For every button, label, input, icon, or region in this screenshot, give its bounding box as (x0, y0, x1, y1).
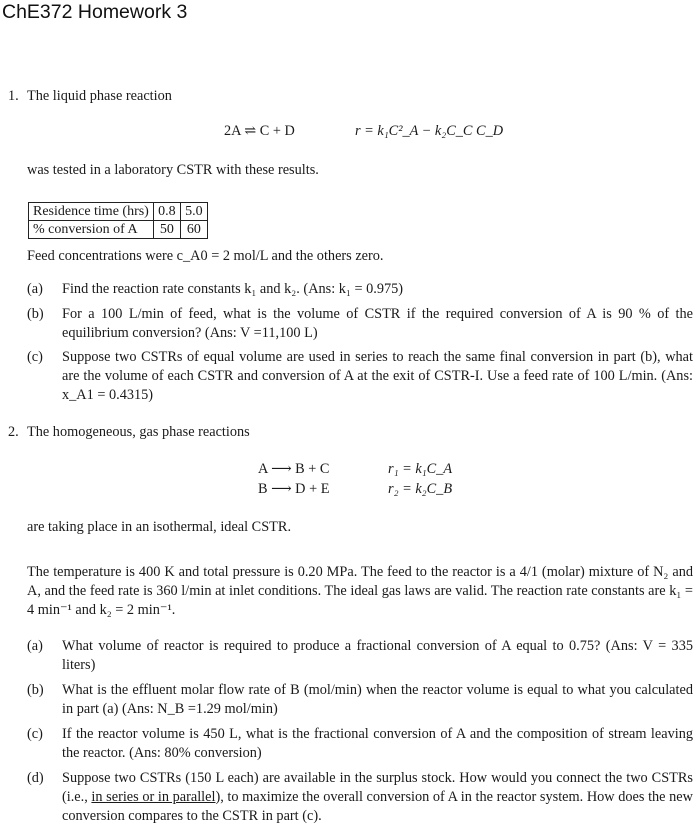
problem-2-part-c (27, 725, 693, 763)
table-cell-value: 50 (153, 221, 180, 239)
results-table (28, 202, 208, 239)
part-marker: (c) (27, 726, 43, 742)
problem-2-part-d (27, 769, 693, 826)
part-text: For a 100 L/min of feed, what is the volume of CSTR if the required conversion of A is 90 % of the equilibrium conversion? (Ans: V =11,100 L) (62, 306, 693, 341)
part-marker: (c) (27, 349, 43, 365)
problem-2-isothermal-text: are taking place in an isothermal, ideal CSTR. (27, 519, 292, 535)
problem-1-number: 1. (8, 88, 19, 104)
reaction-2-rate: r₂ = k₂C_B (388, 481, 453, 497)
part-marker: (b) (27, 682, 44, 698)
problem-2-conditions: The temperature is 400 K and total pressure is 0.20 MPa. The feed to the reactor is a 4/1 (molar) mixture of N₂ and A, and the feed rate is 360 l/min at inlet conditions. The ideal gas laws are valid. The reaction rate constants are k₁ = 4 min⁻¹ and k₂ = 2 min⁻¹. (27, 564, 693, 618)
part-text: What volume of reactor is required to produce a fractional conversion of A equal to 0.75? (Ans: V = 335 liters) (62, 638, 693, 673)
part-marker: (d) (27, 770, 44, 786)
reaction-1-equation: A ⟶ B + C (258, 461, 330, 477)
part-text: What is the effluent molar flow rate of B (mol/min) when the reactor volume is equal to what you calculated in part (a) (Ans: N_B =1.29 mol/min) (62, 682, 693, 717)
part-text: Find the reaction rate constants k₁ and k₂. (Ans: k₁ = 0.975) (62, 281, 404, 297)
problem-2-intro: The homogeneous, gas phase reactions (27, 424, 250, 440)
problem-1-tested-text: was tested in a laboratory CSTR with these results. (27, 162, 319, 178)
problem-1-part-b (27, 305, 693, 343)
problem-1-part-c (27, 348, 693, 405)
part-text-before: Suppose two CSTRs (150 L each) are available in the surplus stock. How would you connect the two CSTRs (i.e., (62, 770, 693, 805)
reaction-2-equation: B ⟶ D + E (258, 481, 330, 497)
underlined-phrase: in series or in parallel (91, 789, 216, 805)
part-text: If the reactor volume is 450 L, what is the fractional conversion of A and the composition of stream leaving the reactor. (Ans: 80% conversion) (62, 726, 693, 761)
table-row (29, 203, 208, 221)
part-marker: (b) (27, 306, 44, 322)
part-text: Suppose two CSTRs of equal volume are used in series to reach the same final conversion in part (b), what are the volume of each CSTR and conversion of A at the exit of CSTR-I. Use a feed rate of 100 L/min. (Ans: x_A1 = 0.4315) (62, 349, 693, 403)
problem-2-part-b (27, 681, 693, 719)
part-marker: (a) (27, 281, 43, 297)
problem-1-intro: The liquid phase reaction (27, 88, 172, 104)
problem-1-reaction: 2A ⇌ C + D (224, 123, 295, 139)
page-title: ChE372 Homework 3 (2, 1, 188, 23)
part-marker: (a) (27, 638, 43, 654)
problem-2-number: 2. (8, 424, 19, 440)
reaction-1-rate: r₁ = k₁C_A (388, 461, 453, 477)
problem-2-part-a (27, 637, 693, 675)
table-cell-label: Residence time (hrs) (29, 203, 154, 221)
problem-1-feed-text: Feed concentrations were c_A0 = 2 mol/L and the others zero. (27, 248, 384, 264)
table-cell-value: 5.0 (180, 203, 207, 221)
table-cell-value: 0.8 (153, 203, 180, 221)
part-text-after: ), to maximize the overall conversion of A in the reactor system. How does the new conversion compares to the CSTR in part (c). (62, 789, 693, 824)
part-text (62, 769, 693, 826)
problem-1-rate-expression: r = k₁C²_A − k₂C_C C_D (355, 123, 504, 139)
table-cell-value: 60 (180, 221, 207, 239)
table-row (29, 221, 208, 239)
table-cell-label: % conversion of A (29, 221, 154, 239)
problem-1-part-a (27, 280, 693, 299)
